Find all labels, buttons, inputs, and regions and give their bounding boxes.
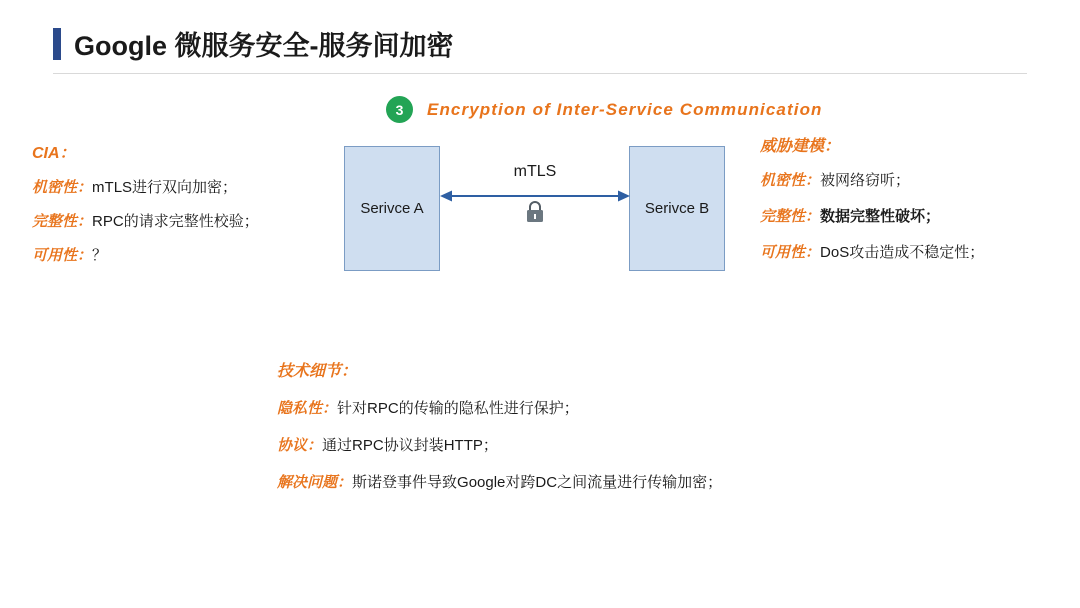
tech-item-sep: ： [322, 400, 338, 417]
threat-item-key: 机密性 [760, 172, 806, 189]
tech-item-sep: ： [307, 437, 323, 454]
cia-item-value: mTLS进行双向加密； [92, 179, 238, 196]
tech-item-key: 解决问题 [277, 474, 338, 491]
tech-item-sep: ： [337, 474, 353, 491]
tech-item-key: 协议 [277, 437, 308, 454]
tech-detail-block-title: 技术细节： [277, 363, 358, 380]
lock-icon [524, 200, 546, 224]
threat-item-value: 数据完整性破坏； [820, 208, 941, 225]
tech-item-problem-solved [277, 471, 722, 492]
threat-item-sep: ： [805, 208, 821, 225]
cia-item-value: RPC的请求完整性校验； [92, 213, 259, 230]
cia-item-sep: ： [77, 213, 93, 230]
cia-item-value: ？ [92, 247, 108, 264]
threat-item-integrity [760, 205, 984, 226]
threat-model-block [760, 133, 984, 277]
tech-item-value: 通过RPC协议封装HTTP； [322, 437, 498, 454]
tech-detail-block [277, 358, 722, 508]
threat-item-availability [760, 241, 984, 262]
threat-item-key: 可用性 [760, 244, 806, 261]
cia-item-sep: ： [77, 179, 93, 196]
threat-item-value: 被网络窃听； [820, 172, 911, 189]
title-accent-bar [53, 28, 61, 60]
tech-item-protocol [277, 434, 722, 455]
cia-item-integrity [32, 210, 259, 231]
cia-item-key: 机密性 [32, 179, 78, 196]
threat-item-sep: ： [805, 244, 821, 261]
page-title: Google 微服务安全-服务间加密 [74, 31, 454, 61]
threat-model-block-title: 威胁建模： [760, 138, 841, 155]
threat-item-key: 完整性 [760, 208, 806, 225]
service-b-label: Serivce B [644, 200, 710, 217]
slide-header [0, 0, 1080, 74]
cia-block-title: CIA： [32, 145, 76, 162]
service-a-label: Serivce A [360, 200, 424, 217]
threat-item-value: DoS攻击造成不稳定性； [820, 244, 985, 261]
service-a-box [344, 146, 440, 271]
cia-item-sep: ： [77, 247, 93, 264]
service-b-box [629, 146, 725, 271]
header-divider [53, 73, 1027, 74]
cia-item-confidentiality [32, 176, 259, 197]
mtls-link-label: mTLS [513, 163, 557, 180]
section-number-badge: 3 [386, 96, 413, 123]
cia-item-key: 完整性 [32, 213, 78, 230]
section-heading [386, 96, 823, 123]
tech-item-value: 针对RPC的传输的隐私性进行保护； [337, 400, 579, 417]
section-title: Encryption of Inter-Service Communication [427, 99, 823, 119]
cia-block [32, 140, 259, 278]
tech-item-privacy [277, 397, 722, 418]
cia-item-availability [32, 244, 259, 265]
tech-item-key: 隐私性 [277, 400, 323, 417]
threat-item-confidentiality [760, 169, 984, 190]
tech-item-value: 斯诺登事件导致Google对跨DC之间流量进行传输加密； [352, 474, 723, 491]
cia-item-key: 可用性 [32, 247, 78, 264]
threat-item-sep: ： [805, 172, 821, 189]
